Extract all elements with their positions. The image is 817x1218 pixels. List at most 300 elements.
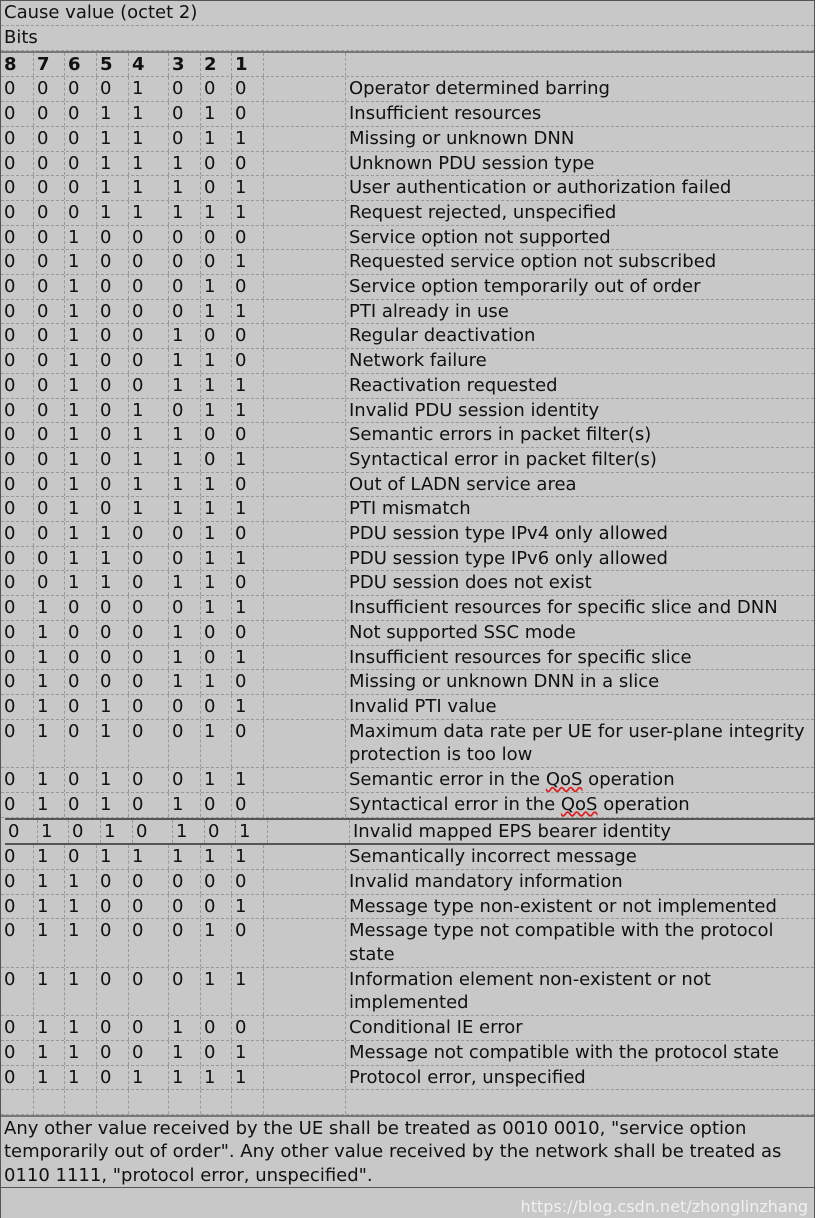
bit-cell: 0 [232, 1016, 264, 1040]
bit-cell: 1 [232, 596, 264, 620]
bit-cell: 0 [201, 176, 232, 200]
bit-cell: 1 [232, 250, 264, 274]
spacer-cell [264, 522, 346, 546]
cause-label: Out of LADN service area [349, 473, 577, 495]
spacer-cell [264, 473, 346, 497]
table-row [1, 102, 814, 127]
bit-cell: 1 [65, 1041, 97, 1065]
bit-cell: 0 [34, 448, 65, 472]
bit-cell: 1 [65, 522, 97, 546]
bit-cell: 1 [232, 1041, 264, 1065]
bit-cell: 0 [1, 621, 34, 645]
bit-cell: 1 [97, 720, 129, 767]
table-row [1, 127, 814, 152]
bit-cell: 1 [129, 1066, 169, 1090]
table-row [1, 250, 814, 275]
bit-cell: 1 [97, 845, 129, 869]
footnote: Any other value received by the UE shall be treated as 0010 0010, "service option temporarily out of order". Any other value received by the network shall be treated as 0110 1111, "protocol error, unspecified". [1, 1115, 814, 1189]
bit-cell: 0 [201, 423, 232, 447]
bit-cell: 0 [34, 300, 65, 324]
bit-cell: 1 [34, 768, 65, 792]
bit-cell: 0 [97, 77, 129, 101]
bit-cell: 0 [129, 768, 169, 792]
bit-cell: 0 [1, 1016, 34, 1040]
table-row [1, 596, 814, 621]
bit-cell: 0 [34, 571, 65, 595]
bit-cell: 0 [1, 324, 34, 348]
cause-label: Syntactical error in the QoS operation [349, 793, 690, 815]
bit-cell: 0 [97, 226, 129, 250]
spacer-cell [264, 695, 346, 719]
bit-cell: 1 [129, 399, 169, 423]
table-row [1, 324, 814, 349]
bit-cell: 0 [1, 768, 34, 792]
bit-cell: 1 [97, 522, 129, 546]
bit-header: 7 [34, 53, 65, 77]
bit-cell: 0 [97, 596, 129, 620]
spacer-cell [264, 1016, 346, 1040]
bit-cell: 1 [201, 1066, 232, 1090]
bit-cell: 0 [1, 596, 34, 620]
cause-label: User authentication or authorization failed [349, 177, 732, 199]
bit-cell: 0 [65, 670, 97, 694]
table-row [1, 646, 814, 671]
bit-cell: 0 [232, 226, 264, 250]
cause-label: Conditional IE error [349, 1017, 523, 1039]
table-row [5, 818, 815, 846]
bit-cell: 1 [97, 547, 129, 571]
bit-cell: 0 [34, 226, 65, 250]
bit-cell: 1 [201, 968, 232, 1015]
bit-cell: 1 [97, 127, 129, 151]
bit-cell: 1 [34, 1066, 65, 1090]
bit-cell: 1 [65, 473, 97, 497]
bit-cell: 0 [232, 349, 264, 373]
bit-cell: 0 [1, 374, 34, 398]
bit-cell: 0 [201, 324, 232, 348]
bit-cell: 0 [129, 324, 169, 348]
table-title: Cause value (octet 2) [1, 0, 814, 26]
bit-cell: 1 [38, 820, 69, 844]
bit-cell: 0 [65, 845, 97, 869]
bit-cell: 0 [97, 250, 129, 274]
bit-cell: 0 [65, 152, 97, 176]
bit-cell: 0 [1, 423, 34, 447]
bit-cell: 0 [34, 324, 65, 348]
bit-header: 2 [201, 53, 232, 77]
cause-label: Network failure [349, 350, 487, 372]
bit-cell: 0 [34, 77, 65, 101]
bit-cell: 0 [1, 547, 34, 571]
cause-label: Insufficient resources for specific slice and DNN [349, 597, 778, 619]
bit-cell: 0 [34, 497, 65, 521]
bit-cell: 1 [97, 176, 129, 200]
bit-cell: 0 [129, 547, 169, 571]
bit-header: 8 [1, 53, 34, 77]
spacer-cell [264, 968, 346, 1015]
bit-cell: 1 [169, 670, 201, 694]
spacer-cell [268, 820, 350, 844]
bit-cell: 0 [232, 870, 264, 894]
bit-cell: 0 [232, 522, 264, 546]
bit-cell: 0 [169, 250, 201, 274]
bit-cell: 0 [129, 250, 169, 274]
bit-cell: 1 [65, 300, 97, 324]
bit-cell: 1 [34, 1041, 65, 1065]
cause-label: PTI mismatch [349, 498, 471, 520]
bit-cell: 0 [97, 1066, 129, 1090]
cause-label: Information element non-existent or not implemented [349, 968, 711, 1014]
bit-cell: 0 [65, 127, 97, 151]
bit-cell: 1 [201, 275, 232, 299]
bit-cell: 1 [232, 845, 264, 869]
bit-cell: 0 [129, 1041, 169, 1065]
bit-cell: 1 [34, 670, 65, 694]
cause-label: Maximum data rate per UE for user-plane integrity protection is too low [349, 720, 805, 766]
bit-cell: 0 [232, 571, 264, 595]
bit-cell: 0 [129, 275, 169, 299]
bit-cell: 1 [129, 423, 169, 447]
bit-cell: 1 [232, 1066, 264, 1090]
bit-cell: 0 [169, 968, 201, 1015]
bit-cell: 1 [169, 1041, 201, 1065]
spacer-cell [264, 895, 346, 919]
bit-cell: 0 [97, 1016, 129, 1040]
table-row [1, 349, 814, 374]
bit-cell: 1 [201, 300, 232, 324]
bit-cell: 0 [34, 473, 65, 497]
bit-cell: 0 [1, 571, 34, 595]
bit-cell: 0 [1, 919, 34, 966]
bit-cell: 0 [1, 870, 34, 894]
bit-cell: 0 [169, 399, 201, 423]
cause-label: Unknown PDU session type [349, 152, 595, 174]
bit-cell: 0 [169, 870, 201, 894]
bit-cell: 0 [201, 793, 232, 817]
bit-cell: 1 [97, 695, 129, 719]
bit-cell: 0 [97, 399, 129, 423]
header-cell [264, 53, 346, 77]
bit-cell: 0 [201, 646, 232, 670]
bit-cell: 1 [129, 102, 169, 126]
bit-cell: 1 [129, 127, 169, 151]
table-row [1, 793, 814, 818]
bit-cell: 0 [34, 250, 65, 274]
bit-cell: 1 [169, 423, 201, 447]
bit-cell: 1 [232, 201, 264, 225]
bit-cell: 1 [169, 1016, 201, 1040]
bit-cell: 1 [34, 720, 65, 767]
spacer-cell [264, 845, 346, 869]
bit-cell: 0 [34, 547, 65, 571]
bit-cell: 0 [232, 720, 264, 767]
bit-cell: 0 [97, 448, 129, 472]
cause-label: Request rejected, unspecified [349, 201, 617, 223]
bit-cell: 0 [65, 793, 97, 817]
bit-cell: 0 [34, 275, 65, 299]
bit-cell: 1 [65, 895, 97, 919]
bit-cell: 1 [201, 919, 232, 966]
bit-cell: 0 [97, 300, 129, 324]
spacer-cell [264, 621, 346, 645]
table-row [1, 522, 814, 547]
cause-label: PTI already in use [349, 300, 509, 322]
table-row [1, 226, 814, 251]
bit-cell: 1 [201, 102, 232, 126]
bit-cell: 0 [201, 448, 232, 472]
table-row [1, 1066, 814, 1091]
bit-cell: 0 [5, 820, 38, 844]
bit-cell: 1 [232, 768, 264, 792]
bit-cell: 1 [34, 870, 65, 894]
cause-label: Semantic errors in packet filter(s) [349, 424, 652, 446]
bit-header: 6 [65, 53, 97, 77]
table-row [1, 571, 814, 596]
bit-cell: 1 [169, 473, 201, 497]
bit-cell: 0 [1, 1041, 34, 1065]
bit-cell: 1 [34, 1016, 65, 1040]
table-row [1, 621, 814, 646]
bit-cell: 0 [169, 596, 201, 620]
cause-label: Missing or unknown DNN [349, 127, 575, 149]
spacer-cell [264, 399, 346, 423]
bit-cell: 0 [97, 646, 129, 670]
bit-cell: 1 [65, 547, 97, 571]
empty-row [1, 1090, 814, 1115]
bit-cell: 0 [34, 152, 65, 176]
bit-cell: 0 [169, 275, 201, 299]
cause-label: Invalid mandatory information [349, 870, 623, 892]
bit-cell: 0 [34, 522, 65, 546]
bit-cell: 1 [169, 152, 201, 176]
bit-cell: 1 [97, 793, 129, 817]
cause-label: Service option not supported [349, 226, 611, 248]
cause-label: Regular deactivation [349, 325, 536, 347]
bit-cell: 0 [1, 349, 34, 373]
table-row [1, 176, 814, 201]
bit-cell: 1 [65, 1066, 97, 1090]
bit-cell: 0 [65, 768, 97, 792]
bit-cell: 0 [34, 102, 65, 126]
table-row [1, 201, 814, 226]
bit-cell: 1 [34, 968, 65, 1015]
bit-cell: 1 [65, 448, 97, 472]
bit-cell: 0 [65, 646, 97, 670]
bit-cell: 1 [169, 646, 201, 670]
bit-cell: 0 [1, 176, 34, 200]
cause-label: PDU session type IPv6 only allowed [349, 547, 668, 569]
bit-cell: 0 [97, 1041, 129, 1065]
cause-label: Semantic error in the QoS operation [349, 769, 675, 791]
spacer-cell [264, 547, 346, 571]
cause-label: Missing or unknown DNN in a slice [349, 671, 660, 693]
table-row [1, 870, 814, 895]
table-row [1, 845, 814, 870]
bit-cell: 1 [34, 695, 65, 719]
bit-cell: 1 [65, 374, 97, 398]
spacer-cell [264, 77, 346, 101]
bit-cell: 0 [34, 423, 65, 447]
bit-cell: 1 [169, 497, 201, 521]
cause-label: Operator determined barring [349, 78, 610, 100]
cause-label: Invalid PDU session identity [349, 399, 600, 421]
bit-cell: 1 [65, 968, 97, 1015]
bit-cell: 0 [1, 497, 34, 521]
bit-cell: 1 [65, 324, 97, 348]
table-row [1, 275, 814, 300]
bit-cell: 0 [65, 695, 97, 719]
bit-cell: 0 [129, 596, 169, 620]
cause-label: Reactivation requested [349, 374, 558, 396]
bit-cell: 0 [65, 720, 97, 767]
table-row [1, 895, 814, 920]
bit-cell: 0 [97, 324, 129, 348]
bit-cell: 0 [1, 201, 34, 225]
bit-cell: 0 [232, 473, 264, 497]
spacer-cell [264, 423, 346, 447]
bit-cell: 1 [169, 349, 201, 373]
table-row [1, 399, 814, 424]
bit-cell: 0 [1, 720, 34, 767]
spacer-cell [264, 919, 346, 966]
bit-cell: 0 [129, 621, 169, 645]
bit-cell: 0 [129, 571, 169, 595]
bit-cell: 0 [205, 820, 236, 844]
bit-cell: 0 [232, 423, 264, 447]
bit-cell: 0 [97, 497, 129, 521]
bit-cell: 0 [1, 275, 34, 299]
bit-cell: 0 [97, 423, 129, 447]
bit-cell: 0 [169, 919, 201, 966]
cause-label: Insufficient resources [349, 103, 542, 125]
spacer-cell [264, 176, 346, 200]
bit-cell: 0 [129, 374, 169, 398]
bit-cell: 0 [97, 919, 129, 966]
bit-cell: 0 [129, 919, 169, 966]
bit-cell: 0 [129, 695, 169, 719]
bit-cell: 0 [97, 968, 129, 1015]
bit-cell: 1 [34, 621, 65, 645]
bit-header: 3 [169, 53, 201, 77]
bit-cell: 1 [129, 473, 169, 497]
cause-label: Invalid PTI value [349, 695, 497, 717]
cause-label: Insufficient resources for specific slice [349, 646, 692, 668]
bit-cell: 0 [129, 1016, 169, 1040]
bit-cell: 1 [201, 768, 232, 792]
cause-label: Protocol error, unspecified [349, 1066, 586, 1088]
bit-header: 1 [232, 53, 264, 77]
spacer-cell [264, 793, 346, 817]
bit-cell: 1 [232, 374, 264, 398]
bit-cell: 0 [1, 399, 34, 423]
bit-cell: 0 [65, 621, 97, 645]
bit-cell: 1 [34, 646, 65, 670]
bit-cell: 1 [232, 895, 264, 919]
bit-cell: 0 [232, 793, 264, 817]
bit-cell: 0 [34, 176, 65, 200]
bit-cell: 1 [169, 176, 201, 200]
bit-cell: 0 [1, 300, 34, 324]
bit-cell: 0 [201, 77, 232, 101]
table-row [1, 77, 814, 102]
bit-cell: 0 [1, 845, 34, 869]
bit-cell: 0 [97, 473, 129, 497]
bit-cell: 1 [169, 793, 201, 817]
bit-cell: 0 [34, 127, 65, 151]
bit-cell: 0 [129, 646, 169, 670]
bit-cell: 1 [232, 968, 264, 1015]
table-row [1, 448, 814, 473]
table-row [1, 919, 814, 967]
bit-cell: 0 [97, 870, 129, 894]
bit-cell: 0 [1, 646, 34, 670]
bit-cell: 1 [65, 226, 97, 250]
bit-cell: 1 [65, 349, 97, 373]
table-row [1, 720, 814, 768]
bit-cell: 0 [1, 102, 34, 126]
bit-cell: 1 [97, 768, 129, 792]
bit-cell: 1 [169, 324, 201, 348]
table-body [1, 77, 814, 1090]
bit-cell: 1 [236, 820, 268, 844]
bit-header: 5 [97, 53, 129, 77]
bit-cell: 0 [169, 720, 201, 767]
bit-cell: 1 [65, 1016, 97, 1040]
bit-cell: 1 [169, 621, 201, 645]
bit-cell: 0 [129, 870, 169, 894]
spacer-cell [264, 596, 346, 620]
table-row [1, 547, 814, 572]
spacer-cell [264, 497, 346, 521]
bit-cell: 1 [97, 201, 129, 225]
bit-header-row [1, 51, 814, 78]
bit-cell: 0 [129, 793, 169, 817]
bit-cell: 0 [34, 374, 65, 398]
bit-cell: 0 [129, 300, 169, 324]
bit-cell: 0 [1, 448, 34, 472]
bit-cell: 0 [201, 870, 232, 894]
cause-label: Syntactical error in packet filter(s) [349, 448, 657, 470]
bit-cell: 0 [1, 473, 34, 497]
spacer-cell [264, 226, 346, 250]
spacer-cell [264, 571, 346, 595]
spacer-cell [264, 300, 346, 324]
bit-cell: 1 [173, 820, 205, 844]
bit-cell: 1 [201, 720, 232, 767]
bit-cell: 0 [232, 324, 264, 348]
bit-cell: 1 [201, 845, 232, 869]
bit-cell: 0 [1, 152, 34, 176]
bit-cell: 1 [169, 201, 201, 225]
bit-cell: 0 [201, 152, 232, 176]
bit-cell: 0 [169, 768, 201, 792]
bit-cell: 1 [232, 399, 264, 423]
table-row [1, 695, 814, 720]
cause-label: Requested service option not subscribed [349, 251, 717, 273]
bit-cell: 0 [169, 895, 201, 919]
spacer-cell [264, 1041, 346, 1065]
table-row [1, 968, 814, 1016]
bit-cell: 1 [65, 870, 97, 894]
table-row [1, 152, 814, 177]
cause-label: PDU session does not exist [349, 572, 592, 594]
bit-cell: 0 [201, 1041, 232, 1065]
spacer-cell [264, 670, 346, 694]
bit-cell: 1 [101, 820, 133, 844]
table-row [1, 374, 814, 399]
bit-cell: 0 [201, 895, 232, 919]
bit-cell: 1 [201, 497, 232, 521]
